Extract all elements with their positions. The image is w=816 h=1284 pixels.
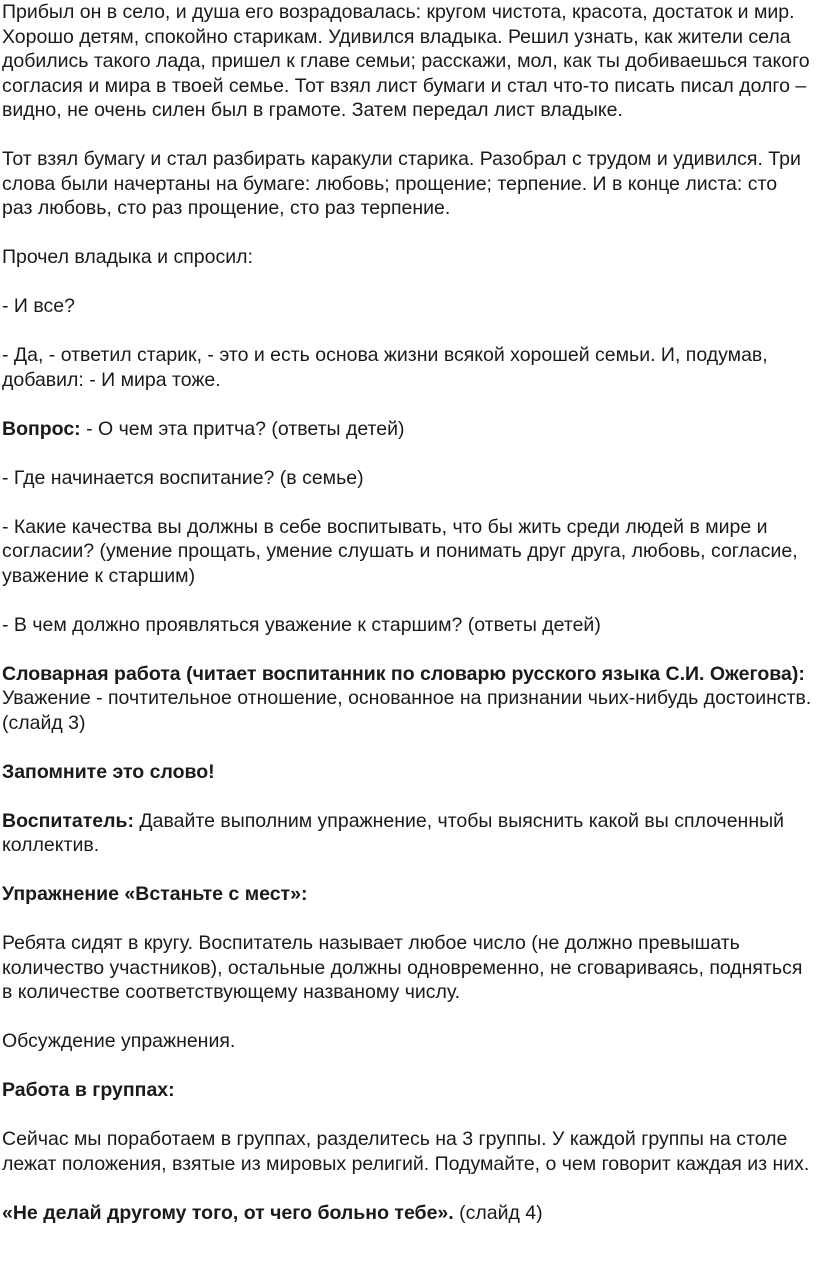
group-work-label: Работа в группах: xyxy=(2,1079,175,1101)
paragraph-discussion: Обсуждение упражнения. xyxy=(2,1030,236,1052)
question-label: Вопрос: xyxy=(2,417,81,440)
paragraph-exercise-title xyxy=(2,882,812,907)
paragraph-group-work-title xyxy=(2,1078,812,1103)
paragraph-qualities: - Какие качества вы должны в себе воспитывать, что бы жить среди людей в мире и согласии? (умение прощать, умение слушать и понимать друг друга, любовь, согласие, уважение к старшим) xyxy=(2,515,798,587)
paragraph-golden-rule xyxy=(2,1201,812,1226)
paragraph-question xyxy=(2,417,812,442)
exercise-label: Упражнение «Встаньте с мест»: xyxy=(2,883,308,905)
paragraph-lord-asked: Прочел владыка и спросил: xyxy=(2,246,253,268)
paragraph-respect-elders: - В чем должно проявляться уважение к старшим? (ответы детей) xyxy=(2,613,601,636)
vocabulary-label: Словарная работа (читает воспитанник по словарю русского языка С.И. Ожегова): xyxy=(2,662,805,685)
paragraph-old-man-answer: - Да, - ответил старик, - это и есть основа жизни всякой хорошей семьи. И, подумав, добавил: - И мира тоже. xyxy=(2,344,768,391)
paragraph-exercise-description: Ребята сидят в кругу. Воспитатель называет любое число (не должно превышать количество участников), остальные должны одновременно, не сговариваясь, подняться в количестве соответствующему названому числу. xyxy=(2,932,803,1003)
paragraph-three-words: Тот взял бумагу и стал разбирать каракули старика. Разобрал с трудом и удивился. Три слова были начертаны на бумаге: любовь; прощение; терпение. И в конце листа: сто раз любовь, сто раз прощение, сто раз терпение. xyxy=(2,148,801,219)
golden-rule-label: «Не делай другому того, от чего больно тебе». xyxy=(2,1201,454,1224)
paragraph-group-work-description: Сейчас мы поработаем в группах, разделитесь на 3 группы. У каждой группы на столе лежат положения, взятые из мировых религий. Подумайте, о чем говорит каждая из них. xyxy=(2,1128,810,1175)
paragraph-remember-word xyxy=(2,760,812,785)
paragraph-parable-village: Прибыл он в село, и душа его возрадовалась: кругом чистота, красота, достаток и мир. Хорошо детям, спокойно старикам. Удивился владыка. Решил узнать, как жители села добились такого лада, пришел к главе семьи; расскажи, мол, как ты добиваешься такого согласия и мира в твоей семье. Тот взял лист бумаги и стал что-то писать писал долго – видно, не очень силен был в грамоте. Затем передал лист владыке. xyxy=(2,1,810,121)
remember-label: Запомните это слово! xyxy=(2,760,215,783)
educator-text: Давайте выполним упражнение, чтобы выяснить какой вы сплоченный коллектив. xyxy=(2,809,784,856)
question-text: - О чем эта притча? (ответы детей) xyxy=(80,417,405,440)
paragraph-vocabulary-work xyxy=(2,662,812,736)
paragraph-educator xyxy=(2,809,812,858)
golden-rule-slide: (слайд 4) xyxy=(453,1201,543,1224)
paragraph-is-that-all: - И все? xyxy=(2,295,75,317)
educator-label: Воспитатель: xyxy=(2,809,135,832)
vocabulary-text: Уважение - почтительное отношение, основанное на признании чьих-нибудь достоинств. (слайд 3) xyxy=(2,687,812,734)
paragraph-where-upbringing: - Где начинается воспитание? (в семье) xyxy=(2,466,364,489)
